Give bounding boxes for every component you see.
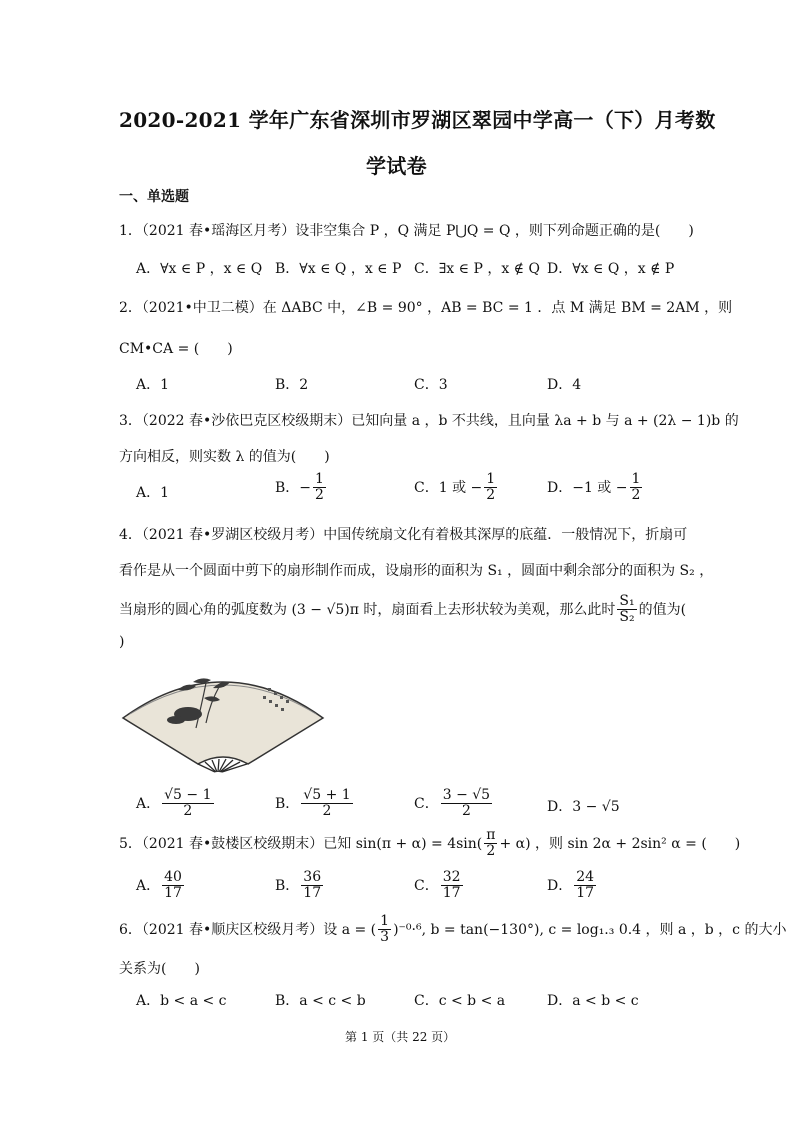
question-1-text: 1．（2021 春•瑶海区月考）设非空集合 P ，Q 满足 P⋃Q = Q ，则下列命题正确的是( ) xyxy=(119,223,694,239)
fraction-denominator: 17 xyxy=(442,885,461,902)
fraction-numerator: √5 + 1 xyxy=(303,787,351,803)
q4-option-a-label: A． xyxy=(136,795,161,812)
question-3-line1: 3．（2022 春•沙依巴克区校级期末）已知向量 a ，b 不共线，且向量 λa + b 与 a + (2λ − 1)b 的 xyxy=(119,413,739,429)
fraction-numerator: 1 xyxy=(486,471,496,487)
q2-option-d: D．4 xyxy=(547,377,582,393)
page-title-line1: 2020-2021 学年广东省深圳市罗湖区翠园中学高一（下）月考数 xyxy=(119,108,716,132)
q2-option-b: B．2 xyxy=(275,377,309,393)
question-4-line2: 看作是从一个圆面中剪下的扇形制作而成，设扇形的面积为 S₁ ，圆面中剩余部分的面积为 S₂ ， xyxy=(119,563,714,579)
question-3-line2: 方向相反，则实数 λ 的值为( ) xyxy=(119,449,330,465)
question-5-text-a: 5．（2021 春•鼓楼区校级期末）已知 sin(π + α) = 4sin( xyxy=(119,835,483,852)
q5-option-a-label: A． xyxy=(136,877,161,894)
q4-option-d xyxy=(547,796,620,816)
question-4-line3 xyxy=(119,594,686,626)
q4-option-d-label: D． xyxy=(547,799,573,815)
q1-option-c: C．∃x ∈ P ，x ∉ Q xyxy=(414,261,540,277)
question-5-line1 xyxy=(119,828,740,860)
q5-option-d-label: D． xyxy=(547,877,573,894)
q5-option-d xyxy=(547,870,598,902)
fraction-denominator: S₂ xyxy=(619,609,635,626)
fraction-numerator: 36 xyxy=(303,869,322,885)
q6-option-b: B．a < c < b xyxy=(275,993,366,1009)
ratio-fraction xyxy=(617,594,636,626)
q5-option-a-fraction xyxy=(162,870,184,902)
q6-option-a: A．b < a < c xyxy=(136,993,227,1009)
q6-option-c: C．c < b < a xyxy=(414,993,506,1009)
q5-option-b-fraction xyxy=(301,870,323,902)
q6-option-d: D．a < b < c xyxy=(547,993,639,1009)
fraction-numerator: S₁ xyxy=(619,593,635,609)
q5-option-b-label: B． xyxy=(275,877,300,894)
q1-option-b: B．∀x ∈ Q ，x ∈ P xyxy=(275,261,402,277)
q4-option-d-value: 3 − √5 xyxy=(572,799,620,815)
q2-option-a: A．1 xyxy=(136,377,170,393)
section-heading: 一、单选题 xyxy=(119,189,189,205)
q3-option-d-prefix: D．−1 或 − xyxy=(547,479,628,496)
q5-option-c xyxy=(414,870,465,902)
page-footer: 第 1 页（共 22 页） xyxy=(345,1030,456,1044)
question-4-line1: 4．（2021 春•罗湖区校级月考）中国传统扇文化有着极其深厚的底蕴．一般情况下，折扇可 xyxy=(119,527,688,543)
q3-option-c-fraction xyxy=(484,472,497,504)
question-4-line3-end: 的值为( xyxy=(638,601,687,618)
q3-option-c-prefix: C．1 或 − xyxy=(414,479,483,496)
fraction-denominator: 2 xyxy=(486,843,496,860)
q4-option-b-label: B． xyxy=(275,795,300,812)
fraction-numerator: 32 xyxy=(442,869,461,885)
fraction-denominator: 17 xyxy=(164,885,182,902)
question-2-line2: CM•CA = ( ) xyxy=(119,341,233,357)
q5-option-a xyxy=(136,870,186,902)
question-2-line1: 2．（2021•中卫二模）在 ΔABC 中，∠B = 90° ，AB = BC = 1 ．点 M 满足 BM = 2AM ，则 xyxy=(119,300,733,316)
fraction-denominator: 17 xyxy=(303,885,322,902)
fraction-denominator: 2 xyxy=(183,803,193,820)
q4-option-c-fraction xyxy=(441,788,492,820)
fraction-denominator: 3 xyxy=(380,929,390,946)
question-6-text-b: )⁻⁰·⁶, b = tan(−130°), c = log₁.₃ 0.4 ，则 a ，b ，c 的大小 xyxy=(393,921,787,938)
fraction-numerator: 1 xyxy=(380,913,390,929)
fraction-numerator: 40 xyxy=(164,869,182,885)
question-6-text-a: 6．（2021 春•顺庆区校级月考）设 a = ( xyxy=(119,921,377,938)
question-4-line4: ) xyxy=(119,634,125,650)
page-title-line2: 学试卷 xyxy=(366,154,427,178)
q5-option-c-label: C． xyxy=(414,877,439,894)
folding-fan-image xyxy=(118,668,328,776)
q4-option-c xyxy=(414,788,494,820)
fraction-numerator: π xyxy=(486,827,496,843)
question-6-line1 xyxy=(119,914,786,946)
question-5-text-b: + α) ，则 sin 2α + 2sin² α = ( ) xyxy=(499,835,741,852)
q2-option-c: C．3 xyxy=(414,377,448,393)
question-4-line3-text: 当扇形的圆心角的弧度数为 (3 − √5)π 时，扇面看上去形状较为美观，那么此时 xyxy=(119,601,616,618)
q4-option-b-fraction xyxy=(301,788,352,820)
one-third-fraction xyxy=(378,914,391,946)
fraction-denominator: 2 xyxy=(631,487,641,504)
q3-option-a: A．1 xyxy=(136,485,170,501)
q3-option-d xyxy=(547,472,644,504)
q5-option-c-fraction xyxy=(441,870,463,902)
q3-option-c xyxy=(414,472,499,504)
fraction-denominator: 17 xyxy=(576,885,595,902)
fraction-denominator: 2 xyxy=(461,803,471,820)
q4-option-b xyxy=(275,788,355,820)
q5-option-b xyxy=(275,870,325,902)
pi-over-2-fraction xyxy=(484,828,497,860)
fraction-denominator: 2 xyxy=(322,803,332,820)
fraction-numerator: 3 − √5 xyxy=(442,787,491,803)
q1-option-d: D．∀x ∈ Q ，x ∉ P xyxy=(547,261,675,277)
q4-option-a xyxy=(136,788,216,820)
fraction-numerator: 1 xyxy=(315,471,324,487)
fraction-numerator: 1 xyxy=(631,471,641,487)
q4-option-a-fraction xyxy=(162,788,213,820)
q1-option-a: A．∀x ∈ P ，x ∈ Q xyxy=(136,261,263,277)
q3-option-b-prefix: B．− xyxy=(275,479,312,496)
fraction-numerator: √5 − 1 xyxy=(164,787,212,803)
q3-option-b-fraction xyxy=(313,472,326,504)
fraction-numerator: 24 xyxy=(576,869,595,885)
q3-option-d-fraction xyxy=(630,472,643,504)
q3-option-b xyxy=(275,472,328,504)
fraction-denominator: 2 xyxy=(486,487,496,504)
q5-option-d-fraction xyxy=(574,870,596,902)
q4-option-c-label: C． xyxy=(414,795,439,812)
question-6-line2: 关系为( ) xyxy=(119,961,200,977)
fraction-denominator: 2 xyxy=(315,487,324,504)
